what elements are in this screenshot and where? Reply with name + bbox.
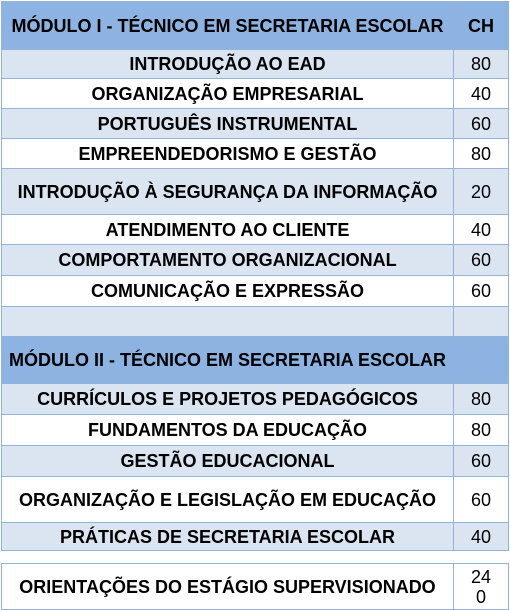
subject-hours: 80 [454, 415, 509, 446]
subject-hours: 40 [454, 523, 509, 551]
spacer-row [2, 307, 509, 337]
table-row [2, 276, 509, 307]
subject-name: PORTUGUÊS INSTRUMENTAL [2, 109, 454, 139]
curriculum-table [1, 1, 509, 551]
spacer-cell [454, 307, 509, 337]
table-row [2, 477, 509, 523]
subject-hours: 80 [454, 384, 509, 415]
subject-hours: 60 [454, 446, 509, 477]
subject-hours: 80 [454, 50, 509, 79]
internship-table [1, 563, 509, 610]
module2-title: MÓDULO II - TÉCNICO EM SECRETARIA ESCOLAR [2, 337, 454, 384]
subject-name: ATENDIMENTO AO CLIENTE [2, 215, 454, 245]
subject-hours: 20 [454, 169, 509, 215]
ch-header: CH [454, 2, 509, 50]
subject-name: GESTÃO EDUCACIONAL [2, 446, 454, 477]
subject-hours: 40 [454, 215, 509, 245]
subject-hours: 60 [454, 245, 509, 276]
table-row [2, 446, 509, 477]
table-row [2, 169, 509, 215]
subject-name: COMPORTAMENTO ORGANIZACIONAL [2, 245, 454, 276]
module1-title: MÓDULO I - TÉCNICO EM SECRETARIA ESCOLAR [2, 2, 454, 50]
table-row [2, 215, 509, 245]
subject-hours: 60 [454, 276, 509, 307]
subject-name: ORGANIZAÇÃO EMPRESARIAL [2, 79, 454, 109]
module1-header-row [2, 2, 509, 50]
table-row [2, 384, 509, 415]
table-row [2, 415, 509, 446]
subject-name: INTRODUÇÃO À SEGURANÇA DA INFORMAÇÃO [2, 169, 454, 215]
subject-name: ORGANIZAÇÃO E LEGISLAÇÃO EM EDUCAÇÃO [2, 477, 454, 523]
subject-name: EMPREENDEDORISMO E GESTÃO [2, 139, 454, 169]
subject-name: COMUNICAÇÃO E EXPRESSÃO [2, 276, 454, 307]
table-row [2, 245, 509, 276]
table-row [2, 79, 509, 109]
spacer-cell [2, 307, 454, 337]
subject-name: CURRÍCULOS E PROJETOS PEDAGÓGICOS [2, 384, 454, 415]
table-row [2, 50, 509, 79]
internship-name: ORIENTAÇÕES DO ESTÁGIO SUPERVISIONADO [2, 564, 454, 610]
table-row [2, 139, 509, 169]
subject-hours: 80 [454, 139, 509, 169]
module2-header-row [2, 337, 509, 384]
subject-name: FUNDAMENTOS DA EDUCAÇÃO [2, 415, 454, 446]
subject-hours: 60 [454, 477, 509, 523]
table-row [2, 523, 509, 551]
subject-name: INTRODUÇÃO AO EAD [2, 50, 454, 79]
table-row [2, 564, 509, 610]
subject-name: PRÁTICAS DE SECRETARIA ESCOLAR [2, 523, 454, 551]
subject-hours: 60 [454, 109, 509, 139]
subject-hours: 40 [454, 79, 509, 109]
internship-hours: 24 0 [454, 564, 509, 610]
table-row [2, 109, 509, 139]
module2-ch-cell [454, 337, 509, 384]
